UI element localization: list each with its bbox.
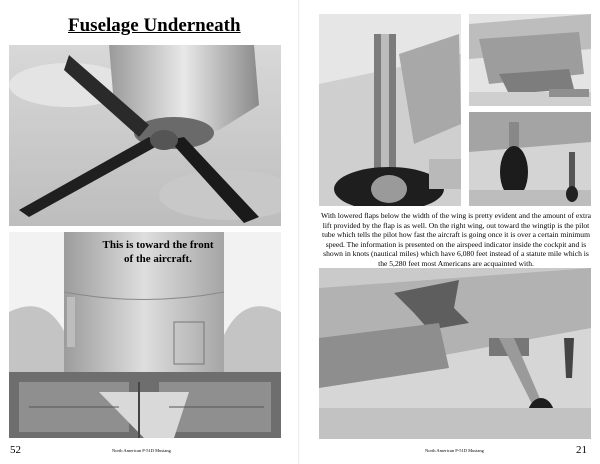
page-footer-right: North American P-51D Mustang (425, 448, 484, 453)
landing-gear-photo (319, 14, 461, 206)
page-number-left: 52 (10, 444, 21, 456)
body-text: With lowered flaps below the width of the wing is pretty evident and the amount of extra lift provided by the flap is as well. On the right wing, out toward the wingtip is the pilot tube which tells the pilot how fast the aircraft is going once it is over a certain minimum speed. The information is presented on the airspeed indicator inside the cockpit and is shown in knots (nautical miles) which have 6,080 feet instead of a statute mile which is the 5,280 feet most Americans are acquainted with. (320, 211, 592, 268)
wheel-photo (469, 112, 591, 206)
flap-photo (469, 14, 591, 106)
page-footer-left: North American P-51D Mustang (112, 448, 171, 453)
page-title: Fuselage Underneath (68, 15, 241, 36)
wing-underside-photo (319, 268, 591, 439)
page-number-right: 21 (576, 444, 587, 456)
right-page (300, 0, 600, 464)
propeller-photo (9, 45, 281, 226)
photo-caption: This is toward the front of the aircraft. (102, 239, 214, 265)
